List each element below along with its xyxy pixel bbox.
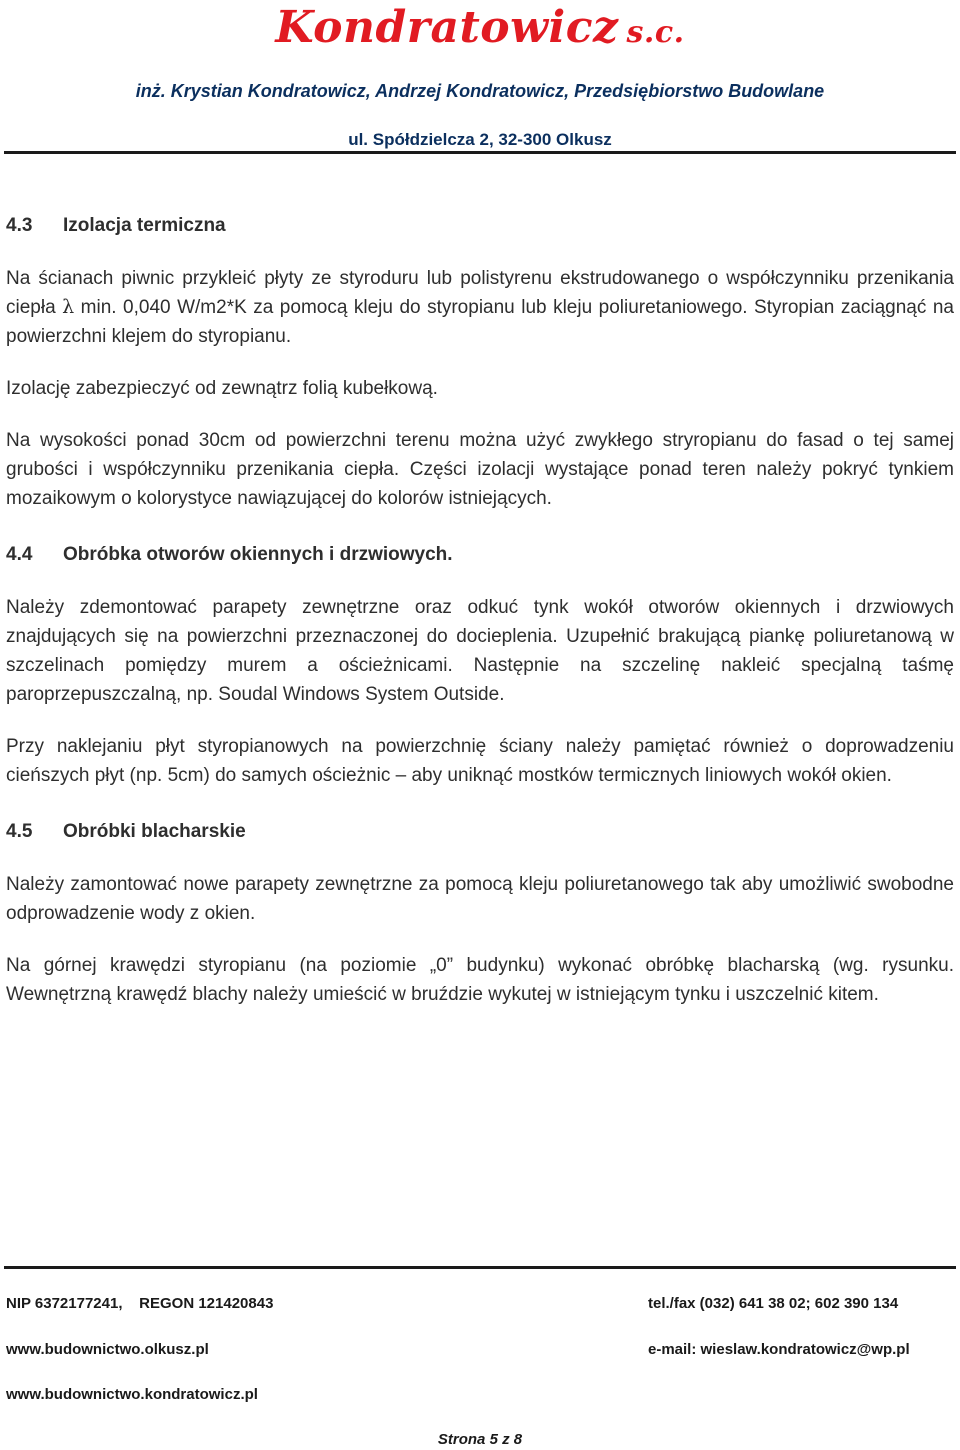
section-heading-4-4	[6, 539, 954, 571]
paragraph: Na górnej krawędzi styropianu (na poziomie „0” budynku) wykonać obróbkę blacharską (wg. rysunku. Wewnętrzną krawędź blachy należy umieścić w bruździe wykutej w istniejącym tynku i uszczelnić kitem.	[6, 955, 954, 1005]
paragraph: Na wysokości ponad 30cm od powierzchni terenu można użyć zwykłego stryropianu do fasad o tej samej grubości i współczynniku przenikania ciepła. Części izolacji wystające ponad teren należy pokryć tynkiem mozaikowym o kolorystyce nawiązującej do kolorów istniejących.	[6, 430, 954, 509]
paragraph: Należy zdemontować parapety zewnętrzne oraz odkuć tynk wokół otworów okiennych i drzwiowych znajdujących się na powierzchni przeznaczonej do docieplenia. Uzupełnić brakującą piankę poliuretanową w szczelinach pomiędzy murem a ościeżnicami. Następnie na szczelinę nakleić specjalną taśmę paroprzepuszczalną, np. Soudal Windows System Outside.	[6, 597, 954, 705]
section-title: Obróbki blacharskie	[63, 821, 246, 842]
section-number: 4.3	[6, 215, 33, 236]
footer-nip-regon: NIP 6372177241, REGON 121420843	[6, 1295, 274, 1312]
header-company-names: inż. Krystian Kondratowicz, Andrzej Kondratowicz, Przedsiębiorstwo Budowlane	[135, 81, 825, 101]
paragraph	[6, 264, 954, 351]
section-title: Obróbka otworów okiennych i drzwiowych.	[63, 544, 453, 565]
footer-website-link-2[interactable]: www.budownictwo.kondratowicz.pl	[6, 1386, 258, 1403]
logo-suffix: s.c.	[626, 15, 685, 50]
paragraph-text: min. 0,040 W/m2*K za pomocą kleju do styropianu lub kleju poliuretaniowego. Styropian zaciągnąć na powierzchni klejem do styropianu.	[6, 297, 954, 347]
section-heading-4-5	[6, 816, 954, 848]
paragraph-text: Na ścianach piwnic przykleić płyty ze styroduru lub polistyrenu ekstrudowanego o współczynniku przenikania ciepła	[6, 268, 954, 318]
footer-divider	[4, 1266, 956, 1269]
section-heading-4-3	[6, 210, 954, 242]
header-address: ul. Spółdzielcza 2, 32-300 Olkusz	[348, 130, 612, 149]
paragraph: Należy zamontować nowe parapety zewnętrzne za pomocą kleju poliuretanowego tak aby umożliwić swobodne odprowadzenie wody z okien.	[6, 874, 954, 924]
logo-name: Kondratowicz	[275, 2, 619, 53]
company-logo	[0, 0, 960, 60]
paragraph: Przy naklejaniu płyt styropianowych na powierzchnię ściany należy pamiętać również o doprowadzeniu cieńszych płyt (np. 5cm) do samych ościeżnic – aby uniknąć mostków termicznych liniowych wokół okien.	[6, 736, 954, 786]
page-number: Strona 5 z 8	[437, 1431, 523, 1448]
footer-email-link[interactable]: e-mail: wieslaw.kondratowicz@wp.pl	[648, 1341, 910, 1358]
footer-website-link[interactable]: www.budownictwo.olkusz.pl	[6, 1341, 209, 1358]
section-number: 4.5	[6, 821, 33, 842]
paragraph: Izolację zabezpieczyć od zewnątrz folią kubełkową.	[6, 378, 438, 399]
header-divider	[4, 151, 956, 154]
document-body	[6, 210, 954, 1032]
lambda-symbol: λ	[62, 296, 75, 318]
footer-phone: tel./fax (032) 641 38 02; 602 390 134	[648, 1295, 899, 1312]
section-number: 4.4	[6, 544, 33, 565]
section-title: Izolacja termiczna	[63, 215, 226, 236]
